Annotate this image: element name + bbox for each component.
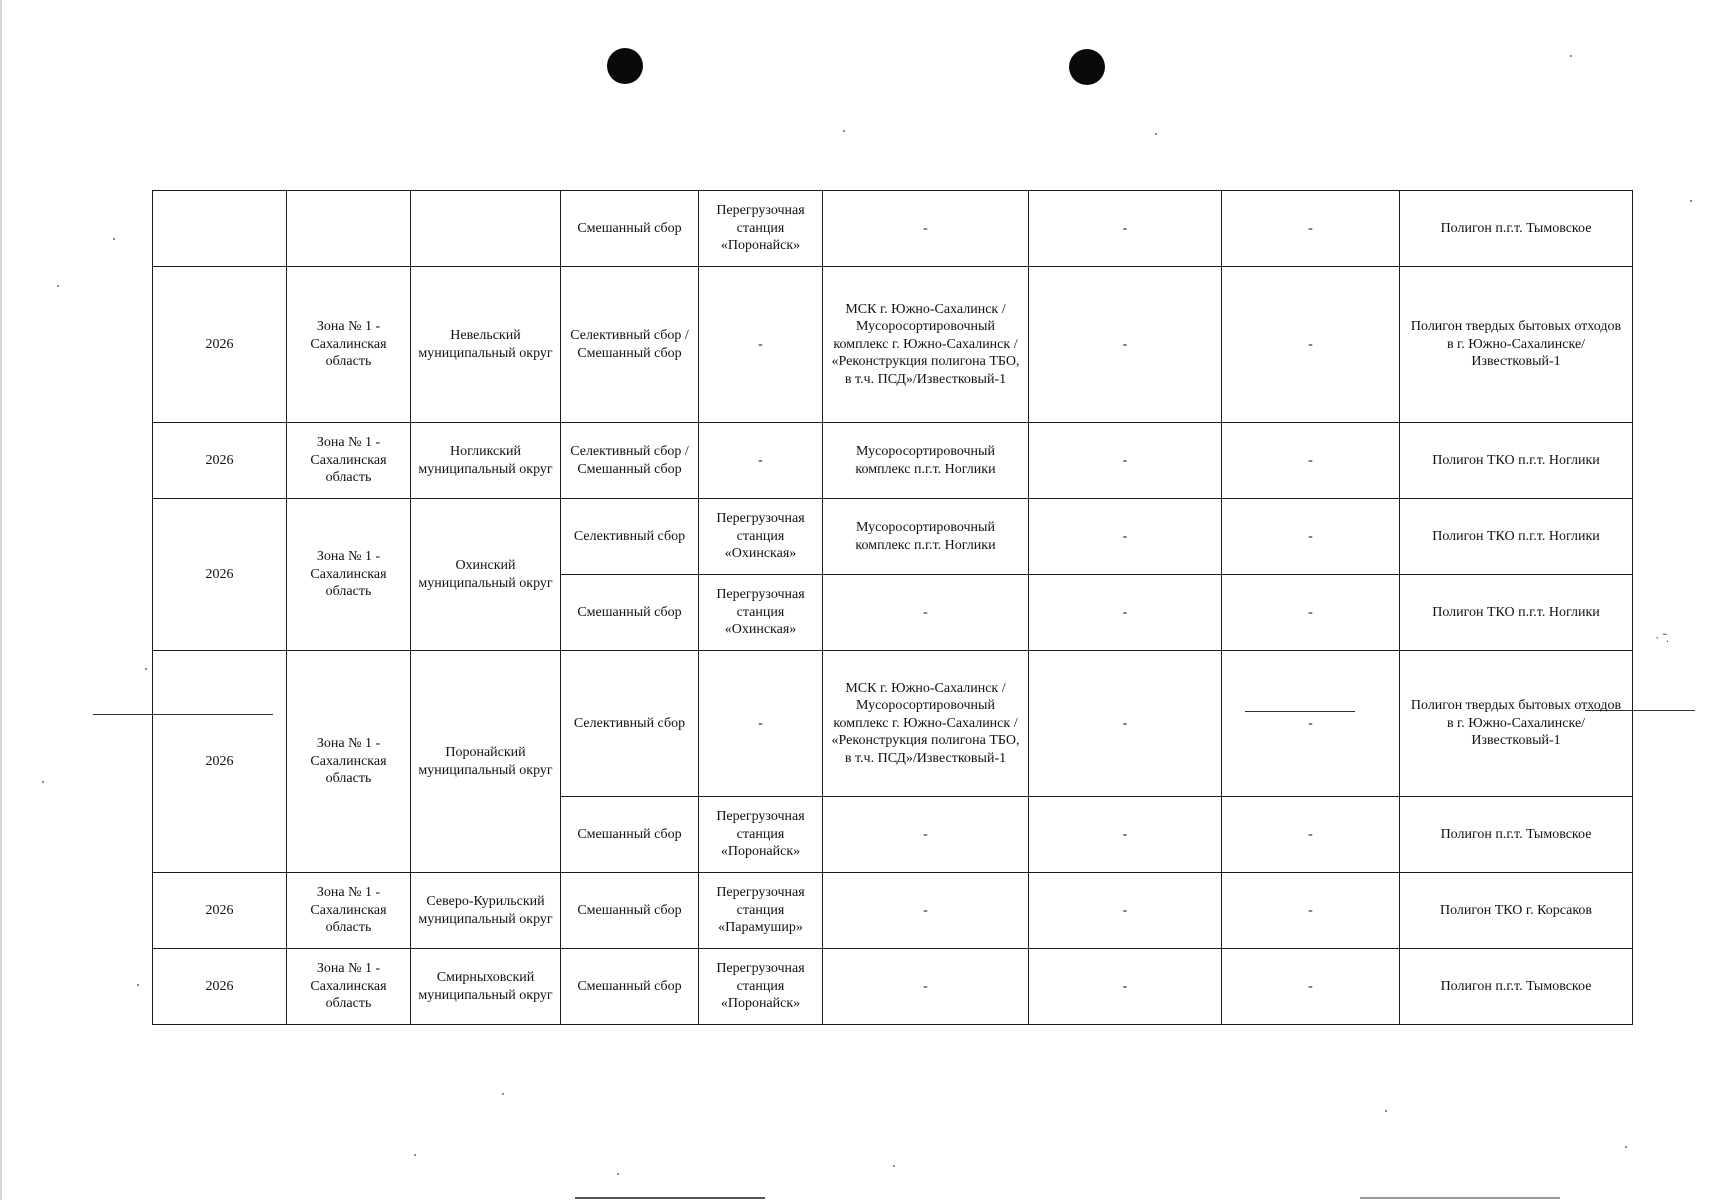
year-cell: 2026 bbox=[153, 873, 287, 949]
collection-type-cell: Смешанный сбор bbox=[561, 797, 699, 873]
transfer-station-cell: Перегрузочная станция «Парамушир» bbox=[699, 873, 823, 949]
processing-cell: - bbox=[1029, 797, 1222, 873]
scan-speck bbox=[1625, 1146, 1627, 1148]
zone-cell: Зона № 1 - Сахалинская область bbox=[287, 873, 411, 949]
sorting-facility-cell: - bbox=[823, 191, 1029, 267]
punch-hole-right bbox=[1069, 49, 1105, 85]
transfer-station-cell: Перегрузочная станция «Поронайск» bbox=[699, 191, 823, 267]
scan-artifact-line bbox=[575, 1197, 765, 1199]
sorting-facility-cell: МСК г. Южно-Сахалинск / Мусоросортировочный комплекс г. Южно-Сахалинск / «Реконструкция полигона ТБО, в т.ч. ПСД»/Известковый-1 bbox=[823, 651, 1029, 797]
table-row bbox=[153, 949, 1633, 1025]
transfer-station-cell: Перегрузочная станция «Поронайск» bbox=[699, 949, 823, 1025]
zone-cell bbox=[287, 191, 411, 267]
processing-cell: - bbox=[1029, 267, 1222, 423]
processing-cell: - bbox=[1029, 423, 1222, 499]
landfill-cell: Полигон твердых бытовых отходов в г. Южно-Сахалинске/Известковый-1 bbox=[1400, 651, 1633, 797]
scan-speck bbox=[145, 668, 147, 670]
scan-speck bbox=[617, 1173, 619, 1175]
sorting-facility-cell: - bbox=[823, 949, 1029, 1025]
landfill-cell: Полигон ТКО п.г.т. Ноглики bbox=[1400, 499, 1633, 575]
year-cell bbox=[153, 191, 287, 267]
year-cell: 2026 bbox=[153, 651, 287, 873]
neutralization-cell: - bbox=[1222, 499, 1400, 575]
scan-speck bbox=[414, 1154, 416, 1156]
year-cell: 2026 bbox=[153, 267, 287, 423]
landfill-cell: Полигон ТКО г. Корсаков bbox=[1400, 873, 1633, 949]
margin-mark: · ̃̃ . bbox=[1655, 630, 1670, 645]
punch-hole-left bbox=[607, 48, 643, 84]
transfer-station-cell: - bbox=[699, 651, 823, 797]
year-cell: 2026 bbox=[153, 423, 287, 499]
neutralization-cell: - bbox=[1222, 873, 1400, 949]
sorting-facility-cell: - bbox=[823, 575, 1029, 651]
sorting-facility-cell: - bbox=[823, 797, 1029, 873]
collection-type-cell: Смешанный сбор bbox=[561, 191, 699, 267]
processing-cell: - bbox=[1029, 575, 1222, 651]
neutralization-cell: - bbox=[1222, 267, 1400, 423]
table-row bbox=[153, 651, 1633, 797]
zone-cell: Зона № 1 - Сахалинская область bbox=[287, 651, 411, 873]
processing-cell: - bbox=[1029, 191, 1222, 267]
transfer-station-cell: - bbox=[699, 267, 823, 423]
landfill-cell: Полигон п.г.т. Тымовское bbox=[1400, 797, 1633, 873]
neutralization-cell: - bbox=[1222, 423, 1400, 499]
transfer-station-cell: - bbox=[699, 423, 823, 499]
collection-type-cell: Смешанный сбор bbox=[561, 575, 699, 651]
collection-type-cell: Селективный сбор / Смешанный сбор bbox=[561, 423, 699, 499]
landfill-cell: Полигон ТКО п.г.т. Ноглики bbox=[1400, 423, 1633, 499]
scan-speck bbox=[843, 130, 845, 132]
scan-artifact-line bbox=[1360, 1197, 1560, 1199]
scan-left-edge bbox=[0, 0, 2, 1200]
landfill-cell: Полигон п.г.т. Тымовское bbox=[1400, 191, 1633, 267]
scan-speck bbox=[1570, 55, 1572, 57]
transfer-station-cell: Перегрузочная станция «Охинская» bbox=[699, 499, 823, 575]
scan-speck bbox=[137, 984, 139, 986]
neutralization-cell: - bbox=[1222, 575, 1400, 651]
waste-flow-table bbox=[152, 190, 1633, 1025]
table-row bbox=[153, 191, 1633, 267]
transfer-station-cell: Перегрузочная станция «Поронайск» bbox=[699, 797, 823, 873]
collection-type-cell: Смешанный сбор bbox=[561, 873, 699, 949]
processing-cell: - bbox=[1029, 949, 1222, 1025]
sorting-facility-cell: Мусоросортировочный комплекс п.г.т. Ноглики bbox=[823, 499, 1029, 575]
table-row bbox=[153, 423, 1633, 499]
collection-type-cell: Селективный сбор / Смешанный сбор bbox=[561, 267, 699, 423]
transfer-station-cell: Перегрузочная станция «Охинская» bbox=[699, 575, 823, 651]
processing-cell: - bbox=[1029, 499, 1222, 575]
collection-type-cell: Селективный сбор bbox=[561, 499, 699, 575]
scan-speck bbox=[57, 285, 59, 287]
municipality-cell: Смирныховский муниципальный округ bbox=[411, 949, 561, 1025]
zone-cell: Зона № 1 - Сахалинская область bbox=[287, 949, 411, 1025]
table-row bbox=[153, 873, 1633, 949]
scan-speck bbox=[1385, 1110, 1387, 1112]
neutralization-cell: - bbox=[1222, 949, 1400, 1025]
municipality-cell: Поронайский муниципальный округ bbox=[411, 651, 561, 873]
municipality-cell bbox=[411, 191, 561, 267]
table-row bbox=[153, 267, 1633, 423]
sorting-facility-cell: МСК г. Южно-Сахалинск / Мусоросортировочный комплекс г. Южно-Сахалинск / «Реконструкция полигона ТБО, в т.ч. ПСД»/Известковый-1 bbox=[823, 267, 1029, 423]
scan-speck bbox=[42, 781, 44, 783]
municipality-cell: Охинский муниципальный округ bbox=[411, 499, 561, 651]
processing-cell: - bbox=[1029, 651, 1222, 797]
neutralization-cell: - bbox=[1222, 797, 1400, 873]
landfill-cell: Полигон п.г.т. Тымовское bbox=[1400, 949, 1633, 1025]
zone-cell: Зона № 1 - Сахалинская область bbox=[287, 267, 411, 423]
year-cell: 2026 bbox=[153, 499, 287, 651]
collection-type-cell: Смешанный сбор bbox=[561, 949, 699, 1025]
scan-speck bbox=[502, 1093, 504, 1095]
collection-type-cell: Селективный сбор bbox=[561, 651, 699, 797]
sorting-facility-cell: Мусоросортировочный комплекс п.г.т. Ноглики bbox=[823, 423, 1029, 499]
table-row bbox=[153, 499, 1633, 575]
landfill-cell: Полигон ТКО п.г.т. Ноглики bbox=[1400, 575, 1633, 651]
municipality-cell: Ногликский муниципальный округ bbox=[411, 423, 561, 499]
scan-speck bbox=[893, 1165, 895, 1167]
scan-speck bbox=[1690, 200, 1692, 202]
municipality-cell: Северо-Курильский муниципальный округ bbox=[411, 873, 561, 949]
processing-cell: - bbox=[1029, 873, 1222, 949]
neutralization-cell: - bbox=[1222, 191, 1400, 267]
zone-cell: Зона № 1 - Сахалинская область bbox=[287, 499, 411, 651]
landfill-cell: Полигон твердых бытовых отходов в г. Южно-Сахалинске/Известковый-1 bbox=[1400, 267, 1633, 423]
scan-speck bbox=[113, 238, 115, 240]
scan-speck bbox=[1155, 133, 1157, 135]
zone-cell: Зона № 1 - Сахалинская область bbox=[287, 423, 411, 499]
sorting-facility-cell: - bbox=[823, 873, 1029, 949]
year-cell: 2026 bbox=[153, 949, 287, 1025]
municipality-cell: Невельский муниципальный округ bbox=[411, 267, 561, 423]
neutralization-cell: - bbox=[1222, 651, 1400, 797]
